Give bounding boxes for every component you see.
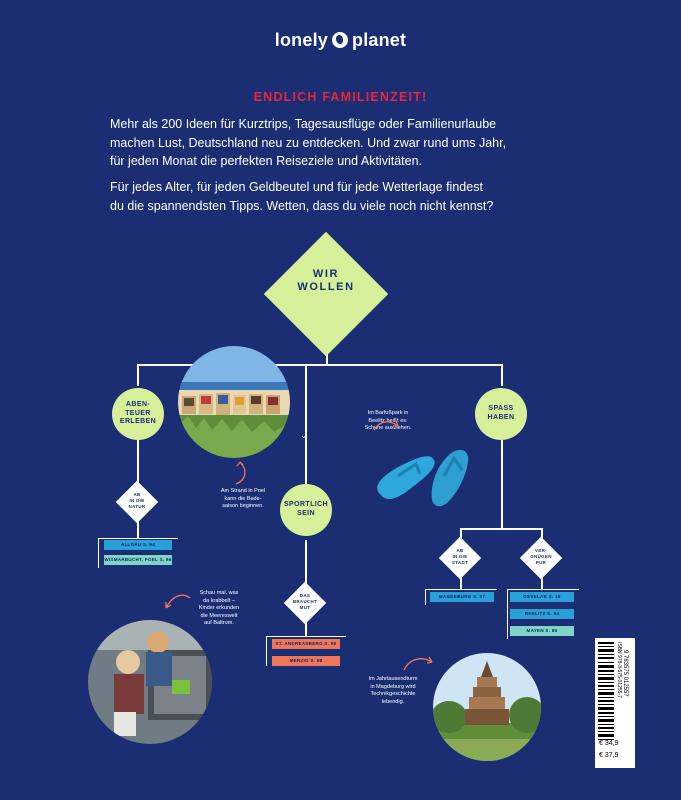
connector-line	[501, 440, 503, 528]
brand-name-right: planet	[352, 30, 407, 50]
price-at: € 37,9	[599, 752, 619, 759]
caption-line: lebendig.	[381, 698, 405, 705]
tips-line: du die spannendsten Tipps. Wetten, dass du viele noch nicht kennst?	[110, 198, 494, 213]
branch-label-line: SEIN	[297, 510, 315, 517]
caption-line: Kinder erkunden	[198, 605, 240, 611]
tips-line: Für jedes Alter, für jeden Geldbeutel und für jede Wetterlage findest	[110, 180, 483, 194]
caption-line: saison beginnen.	[222, 503, 264, 509]
mut-label	[284, 593, 326, 611]
connector-line	[137, 364, 139, 386]
curved-arrow-icon	[400, 652, 434, 674]
tips-paragraph	[110, 178, 580, 215]
curved-arrow-icon	[230, 458, 254, 486]
tag-wismarbucht: WISMARBUCHT, POEL S. 86	[104, 555, 172, 565]
connector-line	[137, 440, 139, 485]
intro-line: machen Lust, Deutschland neu zu entdecken. Und zwar rund ums Jahr,	[110, 135, 507, 150]
bracket-line	[98, 538, 99, 568]
tag-beelitz: BEELITZ S. 94	[510, 609, 574, 619]
tag-mayen: MAYEN S. 86	[510, 626, 574, 636]
curved-arrow-icon	[372, 416, 400, 438]
branch-spass-haben	[475, 388, 527, 440]
stadt-label-line: AB	[456, 548, 464, 553]
kids-photo	[88, 620, 212, 744]
caption-line: die Meereswelt	[200, 612, 238, 619]
branch-label-line: SPORTLICH	[283, 501, 329, 509]
caption-tower	[360, 676, 426, 706]
mut-label-line: MUT	[299, 604, 311, 610]
caption-line: in Magdeburg wird	[370, 683, 416, 690]
root-label-line: WIR	[312, 268, 340, 280]
bracket-line	[425, 589, 497, 590]
caption-beach	[210, 488, 276, 511]
branch-sportlich-sein	[280, 484, 332, 536]
caption-line: auf Baltrum.	[204, 620, 234, 626]
bracket-line	[507, 589, 579, 590]
barcode-digits-visible: 9 783575 012557	[622, 650, 628, 697]
connector-line	[460, 528, 542, 530]
intro-line: Mehr als 200 Ideen für Kurztrips, Tagesausflüge oder Familienurlaube	[110, 117, 497, 131]
caption-line: Am Strand in Poel	[220, 488, 266, 494]
branch-label-line: ERLEBEN	[119, 418, 157, 426]
natur-label-line: AB	[133, 492, 141, 497]
caption-line: Schuhe ausziehen.	[364, 425, 412, 431]
beach-photo	[178, 346, 290, 458]
mut-label-line: BRAUCHT	[292, 598, 318, 604]
caption-line: Beelitz heißt es:	[368, 417, 408, 424]
root-label-line: WOLLEN	[297, 281, 355, 294]
globe-icon	[332, 32, 348, 48]
tag-allgaeu: ALLGÄU S. 94	[104, 540, 172, 550]
bracket-line	[507, 589, 508, 639]
stadt-label-line: STADT	[451, 559, 469, 565]
caption-kids	[190, 590, 248, 628]
tag-merzig: MERZIG S. 98	[272, 656, 340, 666]
caption-line: Im Jahrtausendturm	[368, 676, 418, 682]
bracket-line	[98, 538, 178, 539]
caption-line: kann die Bade-	[224, 495, 262, 502]
branch-label-line: HABEN	[487, 414, 515, 421]
tag-magdeburg: MAGDEBURG S. 57	[430, 592, 494, 602]
natur-label-line: NATUR	[128, 503, 146, 509]
branch-label-line: SPASS	[488, 405, 514, 413]
intro-line: für jeden Monat die perfekten Reiseziele und Aktivitäten.	[110, 154, 422, 168]
tag-gevelak: GEVELAK S. 19	[510, 592, 574, 602]
branch-label-line: ABEN-	[125, 400, 151, 408]
brand-name-left: lonely	[274, 30, 328, 50]
tag-st-andreasberg: ST. ANDREASBERG S. 80	[272, 639, 340, 649]
natur-label-line: IN DIE	[129, 497, 145, 503]
vergnuegen-label-line: GNÜGEN	[530, 553, 552, 559]
branch-abenteuer-erleben	[112, 388, 164, 440]
brand-logo	[0, 30, 681, 51]
vergnuegen-label-line: PUR	[535, 559, 547, 565]
stadt-label-line: IN DIE	[452, 553, 468, 559]
natur-label	[117, 492, 157, 510]
vergnuegen-label-line: VER-	[535, 548, 547, 553]
flip-flops-illustration	[372, 436, 474, 512]
caption-line: Technikgeschichte	[370, 691, 416, 697]
stadt-label	[440, 548, 480, 566]
root-label	[276, 268, 376, 294]
connector-line	[305, 364, 307, 484]
tower-photo	[433, 653, 541, 761]
branch-label-line: TEUER	[125, 409, 151, 417]
intro-paragraph	[110, 115, 580, 171]
price-de: € 34,9	[599, 740, 619, 747]
caption-line: da krabbelt –	[203, 597, 235, 604]
connector-line	[501, 364, 503, 386]
caption-line: Im Barfußpark in	[367, 410, 409, 416]
isbn-text: ISBN 978-3-575-01255-7	[616, 642, 622, 698]
curved-arrow-icon	[162, 592, 192, 612]
mut-label-line: DAS	[299, 593, 311, 598]
bracket-line	[425, 589, 426, 605]
barcode-sticker	[595, 638, 635, 768]
bracket-line	[266, 636, 346, 637]
arrow-down-icon: ⌄	[300, 431, 308, 441]
headline: ENDLICH FAMILIENZEIT!	[253, 90, 428, 104]
bracket-line	[266, 636, 267, 666]
connector-line	[305, 540, 307, 585]
vergnuegen-label	[520, 548, 562, 566]
caption-line: Schau mal, was	[199, 590, 239, 596]
